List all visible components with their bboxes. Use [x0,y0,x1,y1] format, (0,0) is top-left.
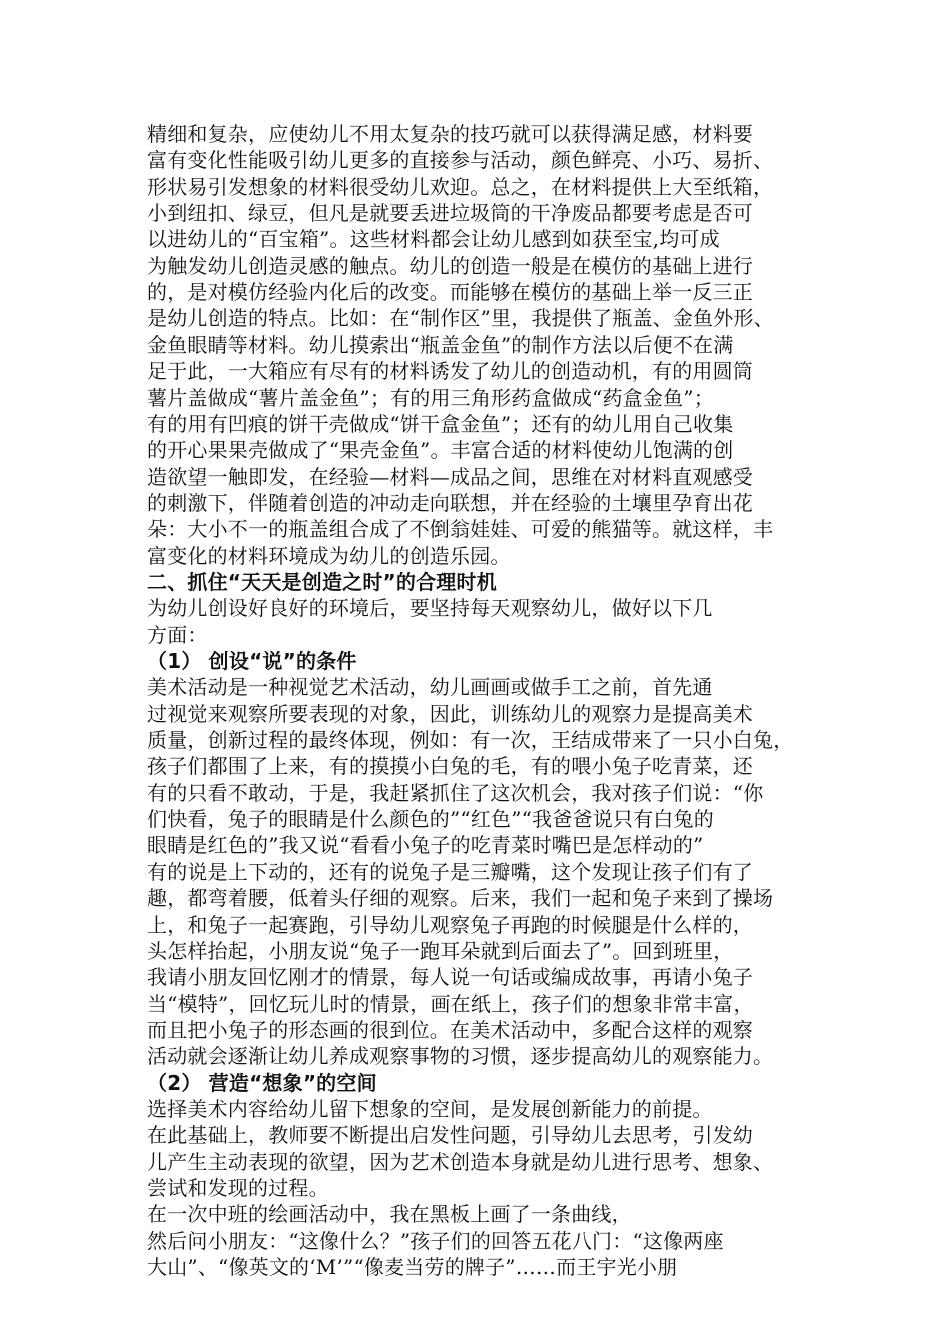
section-heading: （1） 创设“说”的条件 [147,649,357,673]
paragraph-line: 尝试和发现的过程。 [147,1176,329,1200]
section-heading: （2） 营造“想象”的空间 [147,1070,377,1095]
paragraph-line: 头怎样抬起，小朋友说“兔子一跑耳朵就到后面去了”。回到班里， [147,938,734,963]
paragraph-line: 大山”、“像英文的‘M’”“像麦当劳的牌子”……而王宇光小朋 [147,1255,678,1280]
paragraph-line: 然后问小朋友：“这像什么？”孩子们的回答五花八门：“这像两座 [147,1228,724,1253]
paragraph-line: 我请小朋友回忆刚才的情景，每人说一句话或编成故事，再请小兔子 [147,965,753,990]
paragraph-line: 的刺激下，伴随着创造的冲动走向联想，并在经验的土壤里孕育出花 [147,490,753,515]
paragraph-line: 形状易引发想象的材料很受幼儿欢迎。总之，在材料提供上大至纸箱， [147,174,774,199]
paragraph-line: 金鱼眼睛等材料。幼儿摸索出“瓶盖金鱼”的制作方法以后便不在满 [147,332,734,357]
paragraph-line: 在一次中班的绘画活动中，我在黑板上画了一条曲线， [147,1202,632,1227]
paragraph-line: 足于此，一大箱应有尽有的材料诱发了幼儿的创造动机，有的用圆筒 [147,359,753,384]
paragraph-line: 朵：大小不一的瓶盖组合成了不倒翁娃娃、可爱的熊猫等。就这样，丰 [147,517,774,542]
paragraph-line: 薯片盖做成“薯片盖金鱼”；有的用三角形药盒做成“药盒金鱼”； [147,385,714,410]
paragraph-line: 质量，创新过程的最终体现，例如：有一次，王结成带来了一只小白兔， [147,728,794,753]
section-heading: 二、抓住“天天是创造之时”的合理时机 [147,569,497,594]
paragraph-line: 们快看，兔子的眼睛是什么颜色的”“红色”“我爸爸说只有白兔的 [147,807,714,832]
paragraph-line: 方面： [147,622,208,647]
paragraph-line: 儿产生主动表现的欲望，因为艺术创造本身就是幼儿进行思考、想象、 [147,1149,774,1174]
paragraph-line: 的，是对模仿经验内化后的改变。而能够在模仿的基础上举一反三正 [147,280,753,305]
paragraph-line: 上，和兔子一起赛跑，引导幼儿观察兔子再跑的时候腿是什么样的， [147,912,753,937]
paragraph-line: 活动就会逐渐让幼儿养成观察事物的习惯，逐步提高幼儿的观察能力。 [147,1044,774,1069]
paragraph-line: 有的说是上下动的，还有的说兔子是三瓣嘴，这个发现让孩子们有了 [147,859,753,884]
paragraph-line: 当“模特”，回忆玩儿时的情景，画在纸上，孩子们的想象非常丰富， [147,991,754,1016]
paragraph-line: 过视觉来观察所要表现的对象，因此，训练幼儿的观察力是提高美术 [147,701,753,726]
paragraph-line: 有的用有凹痕的饼干壳做成“饼干盒金鱼”；还有的幼儿用自己收集 [147,411,734,436]
paragraph-line: 趣，都弯着腰，低着头仔细的观察。后来，我们一起和兔子来到了操场 [147,886,774,911]
paragraph-line: 是幼儿创造的特点。比如：在“制作区”里，我提供了瓶盖、金鱼外形、 [147,306,774,331]
paragraph-line: 为触发幼儿创造灵感的触点。幼儿的创造一般是在模仿的基础上进行 [147,253,753,278]
paragraph-line: 小到纽扣、绿豆，但凡是就要丢进垃圾筒的干净废品都要考虑是否可 [147,201,753,226]
paragraph-line: 孩子们都围了上来，有的摸摸小白兔的毛，有的喂小兔子吃青菜，还 [147,754,753,779]
paragraph-line: 而且把小兔子的形态画的很到位。在美术活动中，多配合这样的观察 [147,1017,753,1042]
paragraph-line: 的开心果果壳做成了“果壳金鱼”。丰富合适的材料使幼儿饱满的创 [147,438,734,463]
paragraph-line: 在此基础上，教师要不断提出启发性问题，引导幼儿去思考，引发幼 [147,1123,753,1148]
paragraph-line: 造欲望一触即发，在经验—材料—成品之间，思维在对材料直观感受 [147,464,753,489]
paragraph-line: 为幼儿创设好良好的环境后，要坚持每天观察幼儿，做好以下几 [147,596,713,621]
paragraph-line: 美术活动是一种视觉艺术活动，幼儿画画或做手工之前，首先通 [147,675,713,700]
paragraph-line: 富有变化性能吸引幼儿更多的直接参与活动，颜色鲜亮、小巧、易折、 [147,148,774,173]
paragraph-line: 精细和复杂，应使幼儿不用太复杂的技巧就可以获得满足感，材料要 [147,122,753,146]
paragraph-line: 富变化的材料环境成为幼儿的创造乐园。 [147,543,511,568]
paragraph-line: 有的只看不敢动，于是，我赶紧抓住了这次机会，我对孩子们说：“你 [147,780,764,805]
paragraph-line: 以进幼儿的“百宝箱”。这些材料都会让幼儿感到如获至宝,均可成 [147,227,720,252]
paragraph-line: 眼睛是红色的”我又说“看看小兔子的吃青菜时嘴巴是怎样动的” [147,833,704,858]
paragraph-line: 选择美术内容给幼儿留下想象的空间，是发展创新能力的前提。 [147,1096,713,1121]
